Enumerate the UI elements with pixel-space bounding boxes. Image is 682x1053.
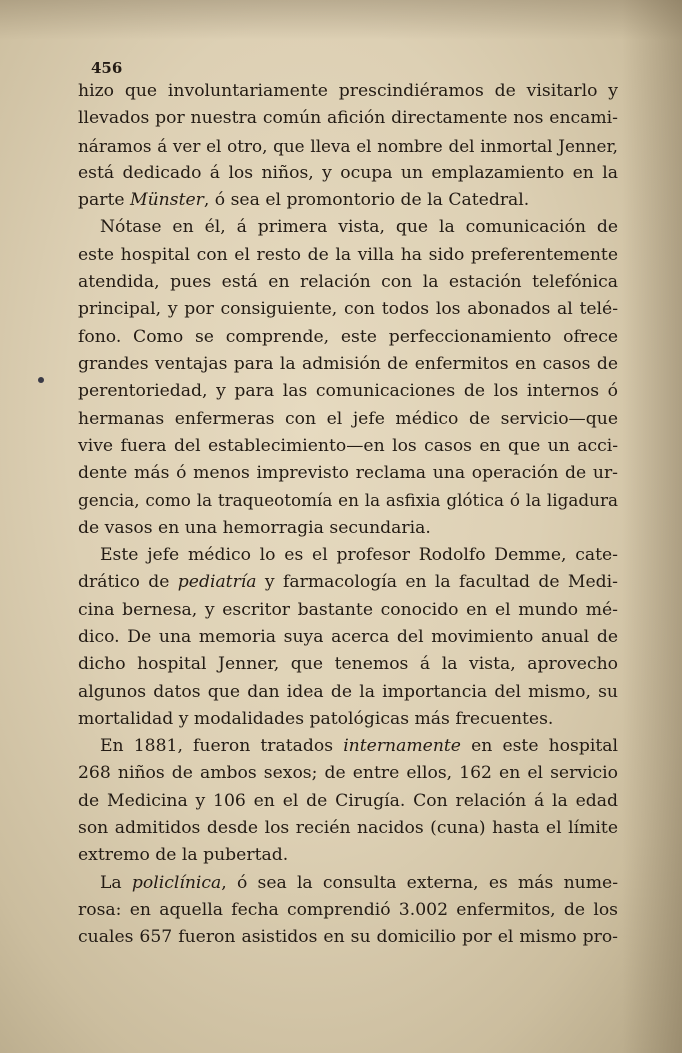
page-shadow-top	[0, 0, 682, 40]
text-segment: Este jefe médico lo es el profesor Rodolfo Demme, cate-	[100, 545, 618, 566]
text-segment: 268 niños de ambos sexos; de entre ellos, 162 en el servicio	[78, 763, 618, 784]
text-segment: cuales 657 fueron asistidos en su domicilio por el mismo pro-	[78, 927, 618, 948]
text-line	[78, 897, 618, 924]
text-line	[78, 133, 618, 160]
text-line	[78, 160, 618, 187]
text-segment: vive fuera del establecimiento—en los casos en que un acci-	[78, 435, 618, 456]
text-line	[78, 105, 618, 132]
text-segment: dicho hospital Jenner, que tenemos á la vista, aprovecho	[78, 654, 618, 675]
text-line	[78, 351, 618, 378]
text-segment: La	[100, 872, 132, 893]
text-line	[78, 542, 618, 569]
text-line	[78, 214, 618, 241]
text-segment: hizo que involuntariamente prescindiéramos de visitarlo y	[78, 81, 618, 101]
text-line	[78, 187, 618, 214]
text-line	[78, 242, 618, 269]
text-segment: rosa: en aquella fecha comprendió 3.002 enfermitos, de los	[78, 899, 618, 920]
ink-spot	[38, 377, 44, 383]
text-segment: parte	[78, 190, 131, 211]
text-line	[78, 760, 618, 787]
text-line	[78, 651, 618, 678]
text-segment: perentoriedad, y para las comunicaciones de los internos ó	[78, 381, 618, 402]
text-segment: en este hospital	[460, 736, 619, 757]
text-line	[78, 296, 618, 323]
text-segment: náramos á ver el otro, que lleva el nombre del inmortal Jenner,	[78, 135, 618, 156]
text-segment: atendida, pues está en relación con la estación telefónica	[78, 272, 618, 293]
text-line	[78, 269, 618, 296]
text-line	[78, 460, 618, 487]
text-line	[78, 487, 618, 514]
page-shadow-right	[622, 0, 682, 1053]
text-segment: dico. De una memoria suya acerca del movimiento anual de	[78, 626, 618, 647]
text-segment: de Medicina y 106 en el de Cirugía. Con relación á la edad	[78, 790, 618, 811]
text-line	[78, 433, 618, 460]
text-segment: drático de	[78, 572, 178, 593]
italic-text-segment: internamente	[343, 736, 461, 757]
text-line	[78, 597, 618, 624]
text-segment: gencia, como la traqueotomía en la asfixia glótica ó la ligadura	[78, 490, 618, 511]
text-segment: algunos datos que dan idea de la importancia del mismo, su	[78, 681, 618, 702]
text-lines	[78, 78, 618, 952]
text-line	[78, 788, 618, 815]
text-line	[78, 78, 618, 105]
text-segment: y farmacología en la facultad de Medi-	[256, 572, 618, 593]
text-segment: En 1881, fueron tratados	[100, 736, 344, 757]
text-segment: , ó sea el promontorio de la Catedral.	[203, 190, 530, 211]
text-segment: fono. Como se comprende, este perfeccionamiento ofrece	[78, 326, 618, 347]
text-line	[78, 706, 618, 733]
italic-text-segment: Münster	[130, 190, 204, 211]
text-line	[78, 624, 618, 651]
text-segment: está dedicado á los niños, y ocupa un emplazamiento en la	[78, 162, 618, 183]
text-line	[78, 924, 618, 951]
text-segment: llevados por nuestra común afición directamente nos encami-	[78, 108, 618, 129]
text-line	[78, 515, 618, 542]
text-line	[78, 870, 618, 897]
italic-text-segment: policlínica	[131, 872, 222, 893]
text-segment: extremo de la pubertad.	[78, 845, 289, 866]
text-segment: dente más ó menos imprevisto reclama una operación de ur-	[78, 463, 618, 484]
text-segment: este hospital con el resto de la villa ha sido preferentemente	[78, 244, 618, 265]
text-line	[78, 406, 618, 433]
text-line	[78, 842, 618, 869]
text-segment: mortalidad y modalidades patológicas más frecuentes.	[78, 708, 554, 729]
italic-text-segment: pediatría	[177, 572, 257, 593]
text-segment: Nótase en él, á primera vista, que la comunicación de	[100, 217, 618, 238]
page-body	[78, 58, 618, 952]
text-line	[78, 679, 618, 706]
page-number: 456	[91, 59, 123, 77]
text-segment: de vasos en una hemorragia secundaria.	[78, 517, 431, 538]
text-segment: principal, y por consiguiente, con todos los abonados al telé-	[78, 299, 618, 320]
text-segment: son admitidos desde los recién nacidos (cuna) hasta el límite	[78, 818, 618, 839]
text-segment: grandes ventajas para la admisión de enfermitos en casos de	[78, 353, 618, 374]
text-segment: hermanas enfermeras con el jefe médico de servicio—que	[78, 408, 618, 429]
text-line	[78, 378, 618, 405]
text-line	[78, 815, 618, 842]
text-segment: , ó sea la consulta externa, es más nume-	[221, 872, 618, 893]
text-line	[78, 733, 618, 760]
text-line	[78, 569, 618, 596]
text-segment: cina bernesa, y escritor bastante conocido en el mundo mé-	[78, 599, 618, 620]
text-line	[78, 324, 618, 351]
